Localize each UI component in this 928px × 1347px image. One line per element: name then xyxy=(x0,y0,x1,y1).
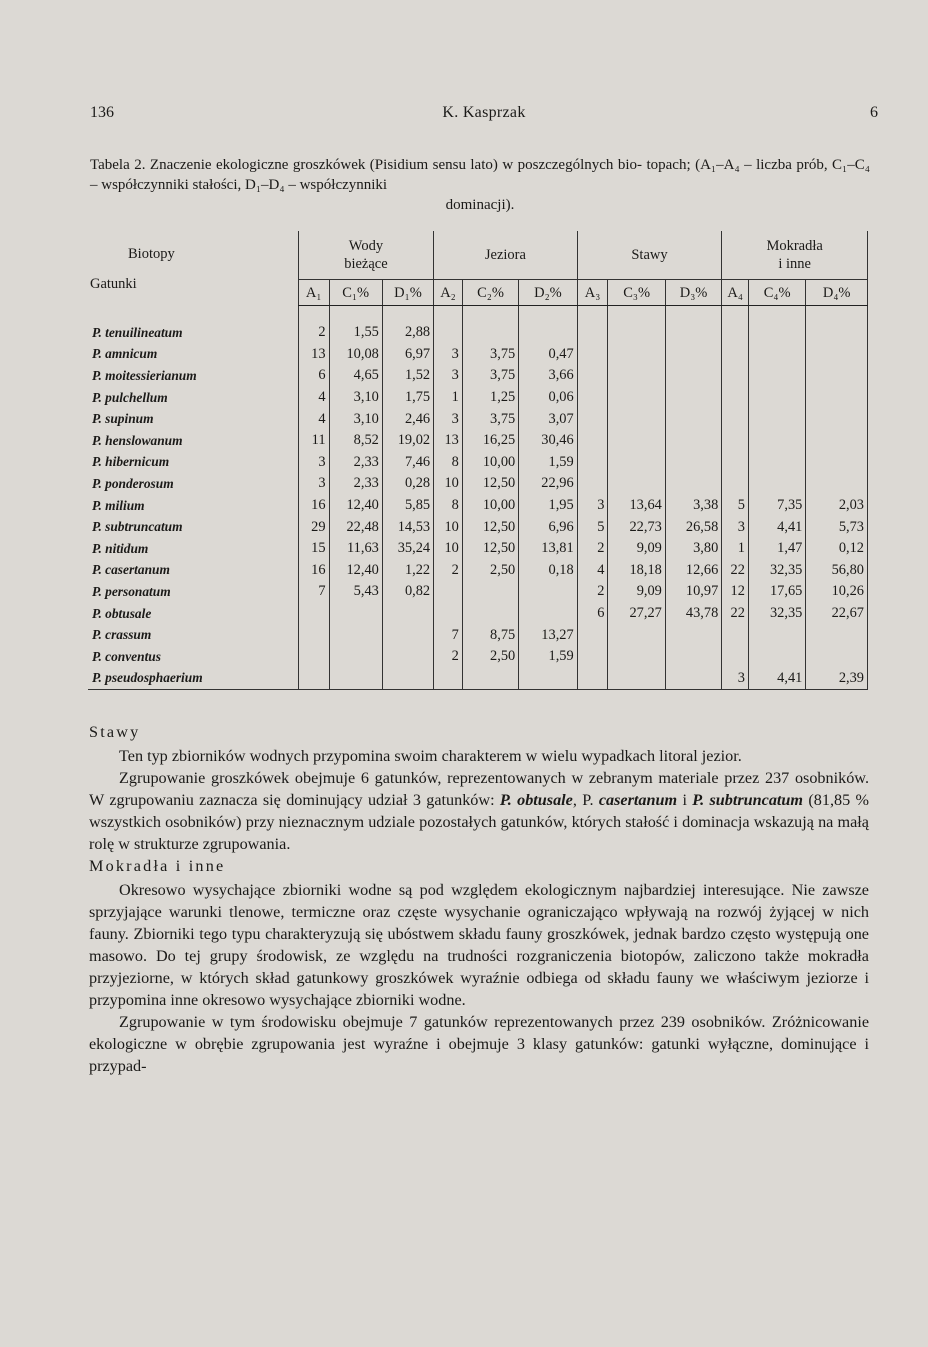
table-cell: 2,33 xyxy=(329,452,382,474)
table-cell xyxy=(665,365,721,387)
col-header: D₃% xyxy=(665,280,721,306)
table-cell: 4,41 xyxy=(748,668,805,690)
table-cell: 11 xyxy=(298,430,329,452)
species-name: P. ponderosum xyxy=(92,475,174,491)
table-cell: 1,95 xyxy=(519,495,577,517)
species-name: P. personatum xyxy=(92,583,171,599)
table-cell xyxy=(382,603,433,625)
col-header: A₁ xyxy=(298,280,329,306)
table-cell: 10,26 xyxy=(806,581,868,603)
table-cell xyxy=(608,430,665,452)
table-cell: 14,53 xyxy=(382,516,433,538)
table-cell xyxy=(434,668,463,690)
table-row xyxy=(88,387,868,409)
table-cell xyxy=(519,581,577,603)
table-cell: 13 xyxy=(298,344,329,366)
table-cell: 5 xyxy=(722,495,749,517)
paragraph: Zgrupowanie groszkówek obejmuje 6 gatunków, reprezentowanych w zebranym materiale przez 237 osobników. W zgrupowaniu zaznacza się dominujący udział 3 gatunków: P. obtusale, P. casertanum i P. subtruncatum (81,85 % wszystkich osobników) przy nieznacznym udziale pozostałych gatunków, których stałość i dominacja wskazują na małą rolę w strukturze zgrupowania. xyxy=(89,769,869,853)
table-cell xyxy=(298,624,329,646)
table-cell xyxy=(722,365,749,387)
table-cell xyxy=(722,646,749,668)
table-cell: 26,58 xyxy=(665,516,721,538)
table-cell: 11,63 xyxy=(329,538,382,560)
species-name: casertanum xyxy=(598,791,678,809)
table-cell xyxy=(462,603,518,625)
table-cell xyxy=(665,408,721,430)
section-heading-ponds: Stawy xyxy=(89,723,141,741)
table-cell: 1,22 xyxy=(382,560,433,582)
table-cell xyxy=(665,624,721,646)
table-cell: 3,10 xyxy=(329,408,382,430)
table-cell xyxy=(722,322,749,344)
table-cell xyxy=(298,646,329,668)
table-cell: 3 xyxy=(722,668,749,690)
table-cell xyxy=(577,387,608,409)
table-cell xyxy=(665,322,721,344)
table-cell: 7 xyxy=(298,581,329,603)
table-cell: 6,96 xyxy=(519,516,577,538)
col-header: D₄% xyxy=(806,280,868,306)
table-cell xyxy=(665,430,721,452)
table-cell: 1,47 xyxy=(748,538,805,560)
table-row xyxy=(88,473,868,495)
col-header: A₃ xyxy=(577,280,608,306)
col-header: C₁% xyxy=(329,280,382,306)
table-cell: 32,35 xyxy=(748,560,805,582)
table-cell: 5,85 xyxy=(382,495,433,517)
table-cell xyxy=(665,668,721,690)
table-cell: 4 xyxy=(298,408,329,430)
table-cell: 12,50 xyxy=(462,473,518,495)
paragraph: Okresowo wysychające zbiorniki wodne są pod względem ekologicznym najbardziej interesujące. Nie zawsze sprzyjające warunki tlenowe, termiczne oraz częste wysychanie ograniczająco wpływają na rozwój żyjącej w nich fauny. Zbiorniki tego typu charakteryzują się ubóstwem składu fauny groszkówek, jednak bardzo często występują one masowo. Do tej grupy środowisk, ze względu na trudności rozgraniczenia biotopów, zaliczono także mokradła przyjeziorne, w których skład gatunkowy groszkówek wyraźnie odbiega od składu fauny we właściwym jeziorze i przypomina inne okresowo wysychające zbiorniki wodne. xyxy=(89,881,869,1009)
table-cell xyxy=(665,473,721,495)
col-header: C₂% xyxy=(462,280,518,306)
table-row xyxy=(88,344,868,366)
table-cell xyxy=(462,581,518,603)
section-heading-marshes: Mokradła i inne xyxy=(89,857,226,875)
table-row xyxy=(88,581,868,603)
col-header: D₂% xyxy=(519,280,577,306)
table-cell: 3 xyxy=(298,473,329,495)
table-cell xyxy=(748,387,805,409)
ecology-table xyxy=(88,231,868,690)
table-row xyxy=(88,560,868,582)
table-cell: 10,00 xyxy=(462,495,518,517)
table-cell xyxy=(722,452,749,474)
table-cell xyxy=(608,365,665,387)
table-cell: 6 xyxy=(577,603,608,625)
table-cell xyxy=(382,646,433,668)
table-cell: 10,08 xyxy=(329,344,382,366)
table-cell xyxy=(608,624,665,646)
table-cell xyxy=(577,452,608,474)
table-cell: 3,80 xyxy=(665,538,721,560)
table-cell: 9,09 xyxy=(608,538,665,560)
table-cell: 27,27 xyxy=(608,603,665,625)
table-cell: 8,52 xyxy=(329,430,382,452)
table-cell xyxy=(665,344,721,366)
table-cell: 2,03 xyxy=(806,495,868,517)
table-cell: 5,73 xyxy=(806,516,868,538)
table-row xyxy=(88,495,868,517)
table-cell xyxy=(806,322,868,344)
running-header xyxy=(90,104,878,128)
paragraph: Ten typ zbiorników wodnych przypomina swoim charakterem w wielu wypadkach litoral jezior. xyxy=(119,747,742,765)
table-cell: 4 xyxy=(577,560,608,582)
col-header: A₄ xyxy=(722,280,749,306)
table-cell: 2,39 xyxy=(806,668,868,690)
table-cell xyxy=(806,387,868,409)
col-header: D₁% xyxy=(382,280,433,306)
table-cell: 2 xyxy=(434,560,463,582)
species-name: P. obtusale xyxy=(92,605,152,621)
table-cell: 2,88 xyxy=(382,322,433,344)
species-name: P. nitidum xyxy=(92,540,149,556)
section-number: 6 xyxy=(870,104,878,121)
table-cell: 4,41 xyxy=(748,516,805,538)
table-cell: 35,24 xyxy=(382,538,433,560)
table-row xyxy=(88,538,868,560)
table-cell: 3 xyxy=(577,495,608,517)
table-cell xyxy=(382,668,433,690)
table-cell xyxy=(434,581,463,603)
table-cell: 0,82 xyxy=(382,581,433,603)
table-spacer xyxy=(88,306,868,323)
table-cell xyxy=(806,452,868,474)
table-cell: 3 xyxy=(434,408,463,430)
caption-line-1: Tabela 2. Znaczenie ekologiczne groszkówek (Pisidium sensu lato) w poszczególnych bio- xyxy=(90,157,643,173)
table-caption xyxy=(90,155,870,215)
table-cell xyxy=(722,344,749,366)
table-cell: 9,09 xyxy=(608,581,665,603)
table-cell xyxy=(722,408,749,430)
table-cell: 3,75 xyxy=(462,365,518,387)
table-cell xyxy=(722,387,749,409)
table-cell xyxy=(806,408,868,430)
table-cell: 2 xyxy=(577,538,608,560)
group-header-marshes: Mokradła i inne xyxy=(722,231,868,280)
species-name: P. pulchellum xyxy=(92,389,168,405)
table-cell xyxy=(748,408,805,430)
table-cell: 2,50 xyxy=(462,560,518,582)
table-cell: 8,75 xyxy=(462,624,518,646)
table-cell xyxy=(577,473,608,495)
table-cell xyxy=(665,452,721,474)
table-cell xyxy=(806,430,868,452)
table-cell xyxy=(329,646,382,668)
table-cell: 13 xyxy=(434,430,463,452)
table-cell: 13,27 xyxy=(519,624,577,646)
table-cell xyxy=(748,322,805,344)
table-cell: 18,18 xyxy=(608,560,665,582)
col-header: A₂ xyxy=(434,280,463,306)
table-cell xyxy=(608,322,665,344)
table-cell: 19,02 xyxy=(382,430,433,452)
table-cell xyxy=(577,624,608,646)
table-cell: 15 xyxy=(298,538,329,560)
table-cell xyxy=(382,624,433,646)
table-cell xyxy=(608,452,665,474)
table-cell: 8 xyxy=(434,495,463,517)
table-cell: 10 xyxy=(434,473,463,495)
table-cell xyxy=(722,430,749,452)
species-name: P. obtusale xyxy=(499,791,573,809)
paragraph: Zgrupowanie w tym środowisku obejmuje 7 gatunków reprezentowanych przez 239 osobników. Zróżnicowanie ekologiczne w obrębie zgrupowania jest wyraźne i obejmuje 3 klasy gatunków: gatunki wyłączne, dominujące i przypad- xyxy=(89,1013,869,1075)
table-cell: 12,40 xyxy=(329,560,382,582)
table-cell: 0,12 xyxy=(806,538,868,560)
table-cell: 0,06 xyxy=(519,387,577,409)
species-name: P. supinum xyxy=(92,411,154,427)
table-row xyxy=(88,624,868,646)
table-cell: 12,40 xyxy=(329,495,382,517)
table-cell: 13,81 xyxy=(519,538,577,560)
caption-line-2: topach; (A₁–A₄ – liczba prób, C₁–C₄ – współczynniki stałości, D₁–D₄ – współczynniki xyxy=(90,157,871,193)
table-cell: 1,59 xyxy=(519,646,577,668)
table-cell xyxy=(577,408,608,430)
group-header-ponds: Stawy xyxy=(577,231,722,280)
table-cell xyxy=(519,322,577,344)
table-cell xyxy=(806,473,868,495)
species-name: P. subtruncatum xyxy=(692,791,804,809)
table-cell: 3,38 xyxy=(665,495,721,517)
running-author: K. Kasprzak xyxy=(442,104,526,121)
species-name: P. henslowanum xyxy=(92,432,183,448)
table-cell xyxy=(806,365,868,387)
table-cell xyxy=(577,646,608,668)
table-cell: 17,65 xyxy=(748,581,805,603)
group-header-lakes: Jeziora xyxy=(434,231,578,280)
table-cell xyxy=(519,603,577,625)
table-cell xyxy=(298,668,329,690)
col-header: C₄% xyxy=(748,280,805,306)
table-row xyxy=(88,603,868,625)
table-cell xyxy=(577,322,608,344)
table-cell xyxy=(722,624,749,646)
table-cell: 22,73 xyxy=(608,516,665,538)
species-name: P. pseudosphaerium xyxy=(88,668,298,690)
table-cell xyxy=(806,344,868,366)
table-cell: 2,50 xyxy=(462,646,518,668)
species-name: P. amnicum xyxy=(92,346,158,362)
table-cell: 3,75 xyxy=(462,344,518,366)
table-cell xyxy=(577,430,608,452)
table-cell: 2 xyxy=(298,322,329,344)
page-number: 136 xyxy=(90,104,114,121)
caption-line-3: dominacji). xyxy=(445,197,515,213)
table-cell: 10 xyxy=(434,538,463,560)
table-cell: 2 xyxy=(434,646,463,668)
table-cell xyxy=(519,668,577,690)
table-cell: 22,48 xyxy=(329,516,382,538)
table-cell xyxy=(748,452,805,474)
table-cell: 7,46 xyxy=(382,452,433,474)
table-cell: 5,43 xyxy=(329,581,382,603)
table-cell: 1,52 xyxy=(382,365,433,387)
table-cell xyxy=(608,646,665,668)
table-cell: 12 xyxy=(722,581,749,603)
table-cell: 16,25 xyxy=(462,430,518,452)
table-cell: 22 xyxy=(722,560,749,582)
table-cell: 1 xyxy=(434,387,463,409)
table-cell: 22,67 xyxy=(806,603,868,625)
table-cell xyxy=(462,668,518,690)
table-cell: 10,00 xyxy=(462,452,518,474)
table-cell xyxy=(608,344,665,366)
col-header: C₃% xyxy=(608,280,665,306)
table-cell xyxy=(748,430,805,452)
species-name: P. subtruncatum xyxy=(92,519,183,535)
table-cell: 1,55 xyxy=(329,322,382,344)
table-cell xyxy=(748,624,805,646)
table-cell: 5 xyxy=(577,516,608,538)
table-cell xyxy=(806,646,868,668)
table-cell: 3,66 xyxy=(519,365,577,387)
table-cell: 0,28 xyxy=(382,473,433,495)
table-cell: 3,07 xyxy=(519,408,577,430)
table-cell xyxy=(748,344,805,366)
table-cell xyxy=(329,668,382,690)
table-cell: 56,80 xyxy=(806,560,868,582)
table-cell: 3,10 xyxy=(329,387,382,409)
table-row xyxy=(88,452,868,474)
table-cell: 4 xyxy=(298,387,329,409)
table-cell: 3 xyxy=(298,452,329,474)
table-cell: 2 xyxy=(577,581,608,603)
table-cell: 1,75 xyxy=(382,387,433,409)
table-cell: 10 xyxy=(434,516,463,538)
table-cell xyxy=(608,387,665,409)
table-cell xyxy=(329,603,382,625)
table-cell xyxy=(298,603,329,625)
table-cell xyxy=(577,668,608,690)
table-cell xyxy=(434,603,463,625)
table-cell xyxy=(748,365,805,387)
body-text xyxy=(89,721,869,1077)
species-name: P. conventus xyxy=(92,648,161,664)
table-row xyxy=(88,322,868,344)
table-row xyxy=(88,408,868,430)
species-name: P. milium xyxy=(92,497,145,513)
table-row xyxy=(88,516,868,538)
table-cell: 22,96 xyxy=(519,473,577,495)
table-row xyxy=(88,646,868,668)
species-name: P. moitessierianum xyxy=(92,367,197,383)
table-row xyxy=(88,430,868,452)
table-cell xyxy=(665,646,721,668)
table-cell: 3 xyxy=(434,365,463,387)
table-cell: 3 xyxy=(434,344,463,366)
table-cell: 22 xyxy=(722,603,749,625)
species-name: P. tenuilineatum xyxy=(92,324,183,340)
table-cell xyxy=(748,473,805,495)
table-body xyxy=(88,322,868,689)
species-name: P. crassum xyxy=(92,627,152,643)
table-cell: 7 xyxy=(434,624,463,646)
table-cell: 3,75 xyxy=(462,408,518,430)
species-name: P. casertanum xyxy=(92,562,170,578)
table-cell: 6 xyxy=(298,365,329,387)
table-cell: 30,46 xyxy=(519,430,577,452)
table-cell xyxy=(577,365,608,387)
table-cell xyxy=(806,624,868,646)
table-cell: 4,65 xyxy=(329,365,382,387)
table-cell xyxy=(329,624,382,646)
stub-header xyxy=(88,231,298,306)
table-cell xyxy=(462,322,518,344)
species-label: Gatunki xyxy=(90,276,137,292)
table-cell: 32,35 xyxy=(748,603,805,625)
table-cell: 0,18 xyxy=(519,560,577,582)
table-cell: 2,46 xyxy=(382,408,433,430)
table-cell: 16 xyxy=(298,560,329,582)
table-cell xyxy=(748,646,805,668)
table-row xyxy=(88,365,868,387)
species-name: P. hibernicum xyxy=(92,454,170,470)
table-cell: 3 xyxy=(722,516,749,538)
table-cell: 13,64 xyxy=(608,495,665,517)
table-cell: 29 xyxy=(298,516,329,538)
table-cell: 6,97 xyxy=(382,344,433,366)
table-row xyxy=(88,668,868,690)
table-cell: 1 xyxy=(722,538,749,560)
table-cell xyxy=(608,668,665,690)
table-cell: 10,97 xyxy=(665,581,721,603)
table-cell: 16 xyxy=(298,495,329,517)
table-cell: 12,66 xyxy=(665,560,721,582)
table-cell: 12,50 xyxy=(462,538,518,560)
table-cell: 7,35 xyxy=(748,495,805,517)
table-cell: 2,33 xyxy=(329,473,382,495)
table-cell: 1,59 xyxy=(519,452,577,474)
table-cell xyxy=(434,322,463,344)
table-cell xyxy=(608,473,665,495)
table-cell xyxy=(722,473,749,495)
table-cell: 0,47 xyxy=(519,344,577,366)
table-cell: 12,50 xyxy=(462,516,518,538)
biotopes-label: Biotopy xyxy=(128,246,175,262)
table-cell xyxy=(577,344,608,366)
table-cell xyxy=(665,387,721,409)
group-header-flowing-waters: Wody bieżące xyxy=(298,231,433,280)
table-cell xyxy=(608,408,665,430)
table-cell: 1,25 xyxy=(462,387,518,409)
table-cell: 8 xyxy=(434,452,463,474)
table-cell: 43,78 xyxy=(665,603,721,625)
